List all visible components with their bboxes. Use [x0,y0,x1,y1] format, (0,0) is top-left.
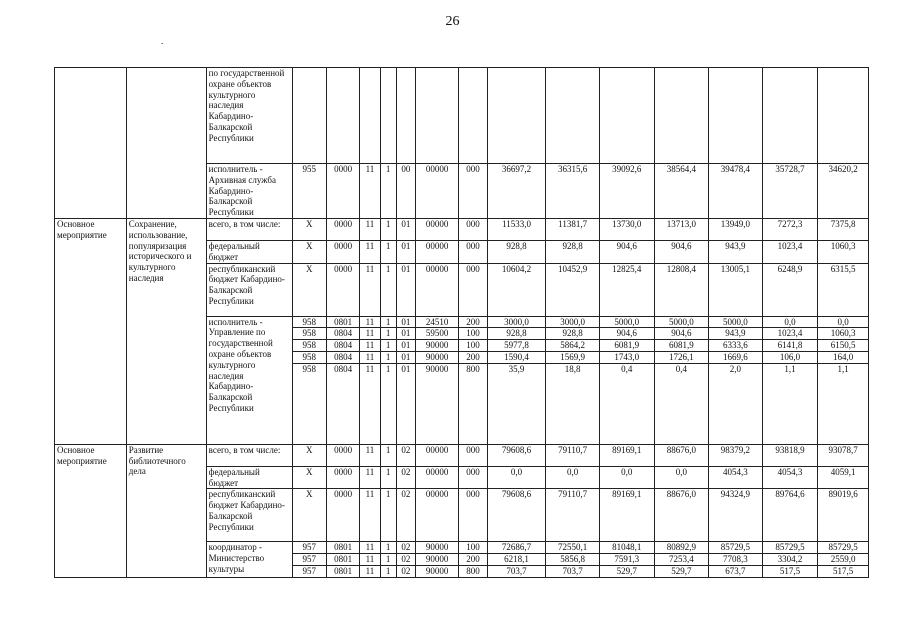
value-cell: 12808,4 [654,263,709,316]
code-cell: 90000 [415,351,458,363]
code-cell: X [292,444,326,466]
value-cell: 5864,2 [546,340,600,352]
value-cell: 0,0 [546,466,600,489]
value-cell: 6248,9 [762,263,818,316]
funding-label: по государственной охране объектов культурного наследия Кабардино-Балкарской Республики [206,68,292,164]
value-cell: 904,6 [654,240,709,263]
value-cell: 13730,0 [599,218,654,240]
value-cell: 0,0 [487,466,546,489]
code-cell: 00000 [415,263,458,316]
value-cell: 80892,9 [654,542,709,554]
code-cell: 11 [360,554,380,566]
value-cell: 928,8 [546,328,600,340]
code-cell [292,68,326,164]
value-cell: 4054,3 [709,466,763,489]
executor-label: исполнитель - Управление по государственной охране объектов культурного наследия Кабардино-Балкарской Республики [206,316,292,444]
code-cell: 100 [459,340,487,352]
value-cell: 94324,9 [709,489,763,542]
value-cell: 93818,9 [762,444,818,466]
value-cell [709,68,763,164]
code-cell: 00000 [415,489,458,542]
value-cell: 164,0 [818,351,869,363]
executor-label: координатор - Министерство культуры [206,542,292,578]
budget-table [54,67,869,578]
code-cell [459,68,487,164]
value-cell: 10452,9 [546,263,600,316]
code-cell: 11 [360,489,380,542]
value-cell: 72550,1 [546,542,600,554]
value-cell: 79608,6 [487,489,546,542]
code-cell: 11 [360,466,380,489]
value-cell: 1023,4 [762,328,818,340]
value-cell: 943,9 [709,328,763,340]
funding-label: республиканский бюджет Кабардино-Балкарской Республики [206,489,292,542]
value-cell: 39092,6 [599,164,654,219]
code-cell: 02 [396,444,415,466]
value-cell: 6081,9 [654,340,709,352]
code-cell: X [292,466,326,489]
code-cell: 0804 [326,340,359,352]
value-cell: 7591,3 [599,554,654,566]
code-cell: 01 [396,218,415,240]
value-cell: 0,0 [599,466,654,489]
value-cell: 6333,6 [709,340,763,352]
category-cell: Основное мероприятие [55,444,127,577]
value-cell: 89169,1 [599,489,654,542]
code-cell: 00000 [415,218,458,240]
value-cell: 4054,3 [762,466,818,489]
code-cell: 59500 [415,328,458,340]
code-cell: 0801 [326,554,359,566]
code-cell: 11 [360,218,380,240]
value-cell: 13713,0 [654,218,709,240]
activity-name-cell [126,68,206,219]
code-cell: X [292,240,326,263]
code-cell [380,68,396,164]
value-cell: 0,0 [654,466,709,489]
value-cell: 38564,4 [654,164,709,219]
value-cell: 2,0 [709,363,763,444]
code-cell: 11 [360,351,380,363]
value-cell: 11533,0 [487,218,546,240]
value-cell: 1569,9 [546,351,600,363]
category-cell [55,68,127,219]
value-cell [818,68,869,164]
value-cell: 6218,1 [487,554,546,566]
code-cell: 800 [459,363,487,444]
code-cell: 200 [459,316,487,328]
code-cell: 1 [380,240,396,263]
value-cell: 7253,4 [654,554,709,566]
code-cell: 000 [459,466,487,489]
value-cell: 81048,1 [599,542,654,554]
code-cell: 955 [292,164,326,219]
code-cell: 200 [459,554,487,566]
code-cell: 11 [360,263,380,316]
code-cell: 90000 [415,340,458,352]
code-cell: 958 [292,340,326,352]
code-cell: X [292,489,326,542]
stray-mark: . [161,36,164,46]
value-cell [487,68,546,164]
code-cell: 11 [360,542,380,554]
value-cell: 1060,3 [818,240,869,263]
code-cell: 0801 [326,542,359,554]
code-cell: 1 [380,263,396,316]
funding-label: федеральный бюджет [206,466,292,489]
code-cell: 00000 [415,240,458,263]
code-cell: 02 [396,565,415,577]
code-cell: 90000 [415,554,458,566]
value-cell: 0,0 [818,316,869,328]
table-row [55,68,869,164]
value-cell: 5000,0 [709,316,763,328]
funding-label: исполнитель - Архивная служба Кабардино-Балкарской Республики [206,164,292,219]
value-cell: 5856,8 [546,554,600,566]
value-cell: 904,6 [599,240,654,263]
activity-name-cell: Развитие библиотечного дела [126,444,206,577]
code-cell: 1 [380,489,396,542]
value-cell: 673,7 [709,565,763,577]
code-cell: 01 [396,263,415,316]
code-cell: 800 [459,565,487,577]
code-cell: 0000 [326,489,359,542]
code-cell: 000 [459,240,487,263]
value-cell: 1,1 [818,363,869,444]
value-cell [654,68,709,164]
value-cell: 5000,0 [654,316,709,328]
code-cell: 957 [292,542,326,554]
value-cell: 36697,2 [487,164,546,219]
value-cell: 85729,5 [762,542,818,554]
value-cell: 5000,0 [599,316,654,328]
code-cell: 01 [396,351,415,363]
code-cell: 0000 [326,240,359,263]
code-cell: 01 [396,316,415,328]
code-cell: 958 [292,316,326,328]
code-cell: 957 [292,554,326,566]
value-cell: 928,8 [546,240,600,263]
value-cell: 79608,6 [487,444,546,466]
code-cell: 11 [360,328,380,340]
code-cell: 000 [459,444,487,466]
value-cell: 98379,2 [709,444,763,466]
code-cell: 02 [396,554,415,566]
code-cell: 1 [380,328,396,340]
code-cell: 1 [380,363,396,444]
value-cell: 35,9 [487,363,546,444]
value-cell: 93078,7 [818,444,869,466]
value-cell: 517,5 [818,565,869,577]
value-cell: 703,7 [546,565,600,577]
value-cell: 6141,8 [762,340,818,352]
code-cell: 200 [459,351,487,363]
value-cell: 3304,2 [762,554,818,566]
value-cell: 1669,6 [709,351,763,363]
funding-label: федеральный бюджет [206,240,292,263]
value-cell: 1743,0 [599,351,654,363]
value-cell: 3000,0 [546,316,600,328]
value-cell: 39478,4 [709,164,763,219]
value-cell: 1023,4 [762,240,818,263]
value-cell: 89764,6 [762,489,818,542]
value-cell: 703,7 [487,565,546,577]
code-cell: 0801 [326,316,359,328]
value-cell: 7272,3 [762,218,818,240]
value-cell: 529,7 [599,565,654,577]
code-cell: X [292,263,326,316]
code-cell: 11 [360,444,380,466]
value-cell: 85729,5 [818,542,869,554]
code-cell: 1 [380,444,396,466]
value-cell [599,68,654,164]
code-cell: 958 [292,351,326,363]
code-cell: 0000 [326,466,359,489]
code-cell: 0000 [326,164,359,219]
code-cell: 11 [360,363,380,444]
value-cell: 88676,0 [654,444,709,466]
code-cell: 00000 [415,466,458,489]
code-cell: 01 [396,340,415,352]
code-cell: 0000 [326,263,359,316]
value-cell: 6081,9 [599,340,654,352]
code-cell: 1 [380,340,396,352]
value-cell: 1590,4 [487,351,546,363]
code-cell: 100 [459,328,487,340]
value-cell: 10604,2 [487,263,546,316]
value-cell: 85729,5 [709,542,763,554]
value-cell: 0,0 [762,316,818,328]
code-cell: 02 [396,542,415,554]
code-cell: 00000 [415,444,458,466]
value-cell: 1726,1 [654,351,709,363]
table-row [55,218,869,240]
value-cell: 517,5 [762,565,818,577]
value-cell: 1,1 [762,363,818,444]
value-cell: 35728,7 [762,164,818,219]
value-cell [762,68,818,164]
value-cell: 106,0 [762,351,818,363]
value-cell: 904,6 [654,328,709,340]
value-cell: 6315,5 [818,263,869,316]
page-number: 26 [445,14,460,29]
code-cell: 1 [380,351,396,363]
code-cell: 1 [380,542,396,554]
code-cell: 90000 [415,542,458,554]
value-cell: 3000,0 [487,316,546,328]
value-cell: 34620,2 [818,164,869,219]
code-cell [326,68,359,164]
code-cell [396,68,415,164]
value-cell: 6150,5 [818,340,869,352]
code-cell: 000 [459,263,487,316]
code-cell: 958 [292,363,326,444]
code-cell: 11 [360,340,380,352]
value-cell: 89169,1 [599,444,654,466]
value-cell: 13005,1 [709,263,763,316]
code-cell: 00000 [415,164,458,219]
category-cell: Основное мероприятие [55,218,127,444]
value-cell: 79110,7 [546,444,600,466]
code-cell: 24510 [415,316,458,328]
code-cell: 11 [360,164,380,219]
value-cell: 0,4 [599,363,654,444]
code-cell: 100 [459,542,487,554]
value-cell: 79110,7 [546,489,600,542]
value-cell: 0,4 [654,363,709,444]
code-cell: 02 [396,466,415,489]
code-cell: 000 [459,489,487,542]
activity-name-cell: Сохранение, использование, популяризация исторического и культурного наследия [126,218,206,444]
code-cell: 11 [360,565,380,577]
code-cell: 11 [360,240,380,263]
value-cell: 12825,4 [599,263,654,316]
funding-label: всего, в том числе: [206,218,292,240]
value-cell: 904,6 [599,328,654,340]
table-row [55,444,869,466]
code-cell: 0000 [326,444,359,466]
code-cell: 0801 [326,565,359,577]
value-cell: 928,8 [487,328,546,340]
code-cell: 01 [396,363,415,444]
value-cell: 5977,8 [487,340,546,352]
value-cell: 529,7 [654,565,709,577]
code-cell: X [292,218,326,240]
code-cell: 01 [396,240,415,263]
code-cell [360,68,380,164]
value-cell: 2559,0 [818,554,869,566]
code-cell: 0000 [326,218,359,240]
code-cell: 90000 [415,363,458,444]
code-cell: 00 [396,164,415,219]
code-cell: 1 [380,554,396,566]
code-cell: 02 [396,489,415,542]
value-cell: 928,8 [487,240,546,263]
value-cell: 88676,0 [654,489,709,542]
code-cell: 01 [396,328,415,340]
value-cell: 89019,6 [818,489,869,542]
value-cell: 18,8 [546,363,600,444]
code-cell: 958 [292,328,326,340]
code-cell: 1 [380,466,396,489]
value-cell: 4059,1 [818,466,869,489]
value-cell: 36315,6 [546,164,600,219]
code-cell: 90000 [415,565,458,577]
code-cell: 0804 [326,363,359,444]
code-cell: 000 [459,218,487,240]
code-cell: 1 [380,565,396,577]
value-cell: 13949,0 [709,218,763,240]
value-cell: 72686,7 [487,542,546,554]
code-cell: 1 [380,218,396,240]
value-cell: 11381,7 [546,218,600,240]
code-cell: 957 [292,565,326,577]
code-cell: 11 [360,316,380,328]
value-cell: 1060,3 [818,328,869,340]
code-cell: 1 [380,164,396,219]
value-cell: 943,9 [709,240,763,263]
value-cell [546,68,600,164]
value-cell: 7708,3 [709,554,763,566]
code-cell: 0804 [326,328,359,340]
code-cell: 0804 [326,351,359,363]
value-cell: 7375,8 [818,218,869,240]
funding-label: всего, в том числе: [206,444,292,466]
code-cell [415,68,458,164]
code-cell: 1 [380,316,396,328]
code-cell: 000 [459,164,487,219]
funding-label: республиканский бюджет Кабардино-Балкарской Республики [206,263,292,316]
